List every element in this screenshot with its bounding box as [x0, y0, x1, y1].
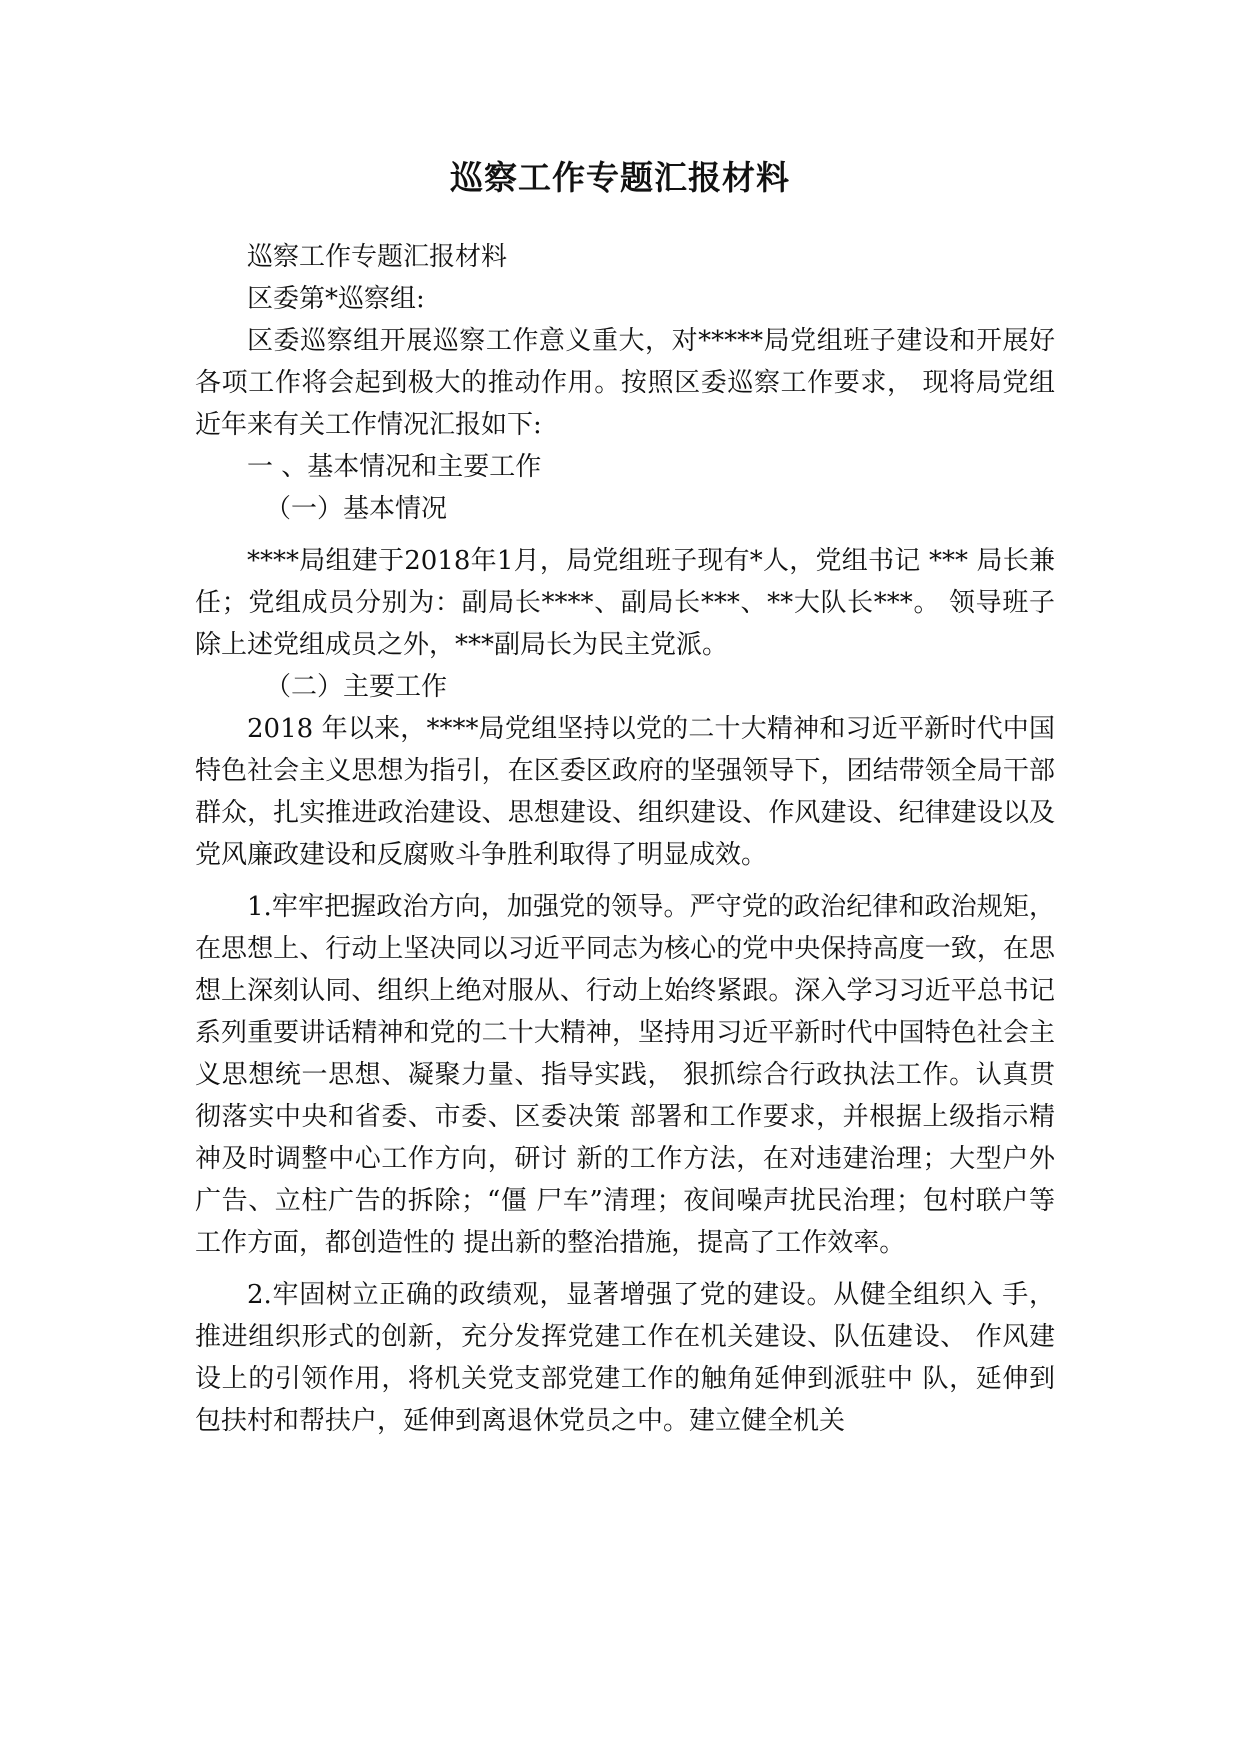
paragraph-main-work: 2018 年以来，****局党组坚持以党的二十大精神和习近平新时代中国特色社会主义思想为指引，在区委区政府的坚强领导下，团结带领全局干部群众，扎实推进政治建设、思想建设、组织建设、作风建设、纪律建设以及党风廉政建设和反腐败斗争胜利取得了明显成效。: [195, 714, 1055, 870]
paragraph-item-2: 2.牢固树立正确的政绩观，显著增强了党的建设。从健全组织入 手，推进组织形式的创新，充分发挥党建工作在机关建设、队伍建设、 作风建设上的引领作用，将机关党支部党建工作的触角延伸到派驻中 队，延伸到包扶村和帮扶户，延伸到离退休党员之中。建立健全机关: [195, 1280, 1055, 1436]
paragraph-intro: 区委巡察组开展巡察工作意义重大，对*****局党组班子建设和开展好各项工作将会起到极大的推动作用。按照区委巡察工作要求， 现将局党组近年来有关工作情况汇报如下:: [195, 326, 1055, 440]
heading-section-1: 一 、基本情况和主要工作: [247, 452, 542, 482]
document-body: [195, 236, 1055, 1442]
paragraph-addressee: 区委第*巡察组:: [247, 284, 425, 314]
paragraph-basic-situation: ****局组建于2018年1月，局党组班子现有*人，党组书记 *** 局长兼任；党组成员分别为：副局长****、副局长***、**大队长***。 领导班子除上述党组成员之外，***副局长为民主党派。: [195, 546, 1055, 660]
heading-basic-situation: （一）基本情况: [265, 494, 448, 524]
heading-main-work: （二）主要工作: [265, 672, 448, 702]
paragraph-item-1: 1.牢牢把握政治方向，加强党的领导。严守党的政治纪律和政治规矩，在思想上、行动上坚决同以习近平同志为核心的党中央保持高度一致，在思想上深刻认同、组织上绝对服从、行动上始终紧跟。深入学习习近平总书记系列重要讲话精神和党的二十大精神，坚持用习近平新时代中国特色社会主义思想统一思想、凝聚力量、指导实践， 狠抓综合行政执法工作。认真贯彻落实中央和省委、市委、区委决策 部署和工作要求，并根据上级指示精神及时调整中心工作方向，研讨 新的工作方法，在对违建治理；大型户外广告、立柱广告的拆除；“僵 尸车”清理；夜间噪声扰民治理；包村联户等工作方面，都创造性的 提出新的整治措施，提高了工作效率。: [195, 892, 1055, 1258]
paragraph-subtitle: 巡察工作专题汇报材料: [247, 242, 508, 272]
document-title: 巡察工作专题汇报材料: [450, 158, 790, 197]
